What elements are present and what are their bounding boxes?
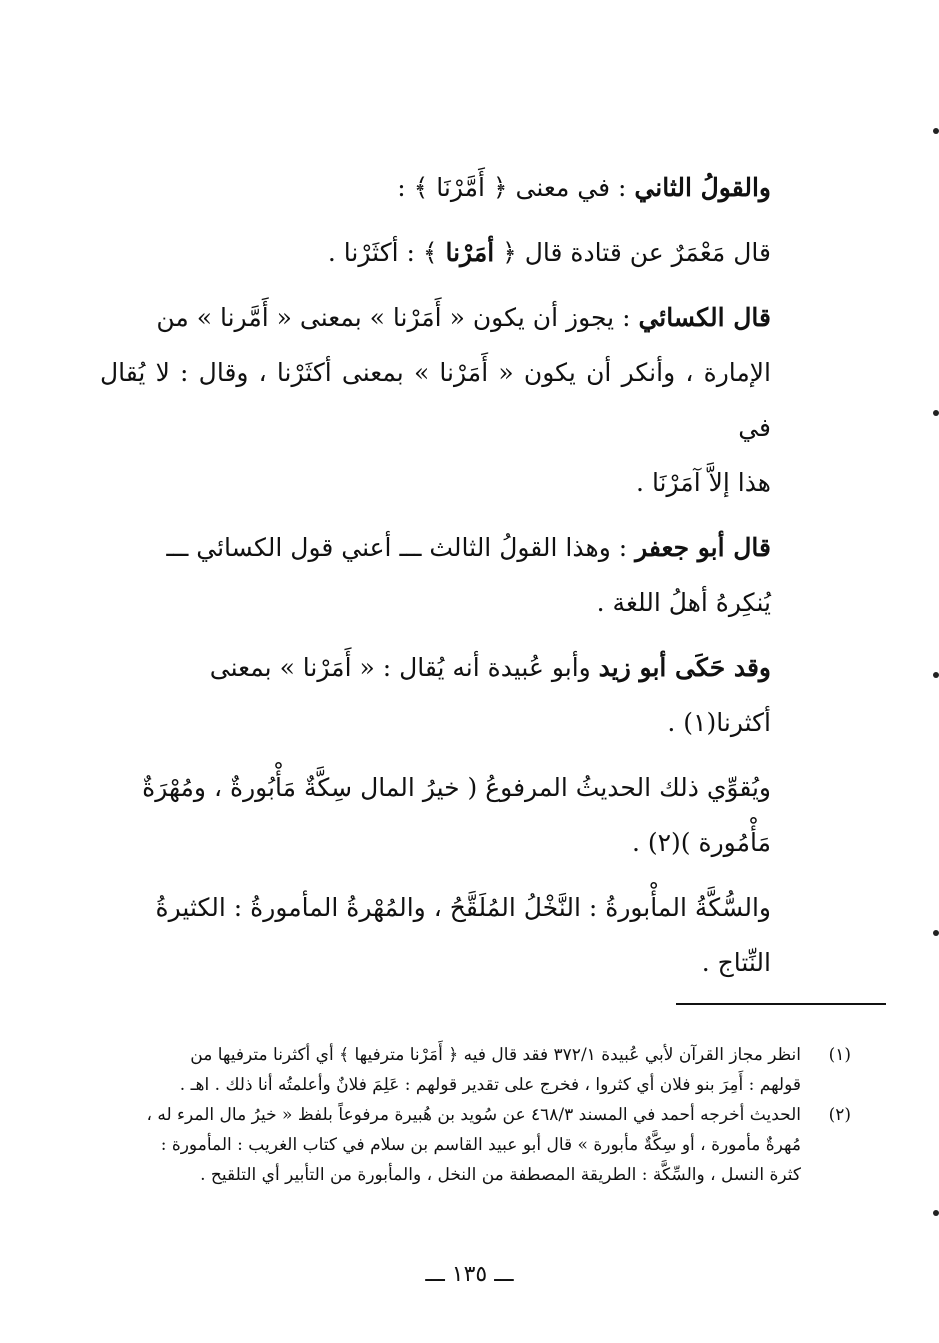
text-line [100,640,771,695]
edge-mark [933,128,939,134]
edge-mark [933,672,939,678]
text-run: مَأْمُورة )(٢) . [631,828,771,857]
text-run: : في معنى ﴿ أَمَّرْنَا ﴾ : [397,173,635,202]
footnote-separator [676,1003,886,1005]
text-run: : وهذا القولُ الثالث ـــ أعني قول الكسائي ـــ [166,533,636,562]
page-number: ـــ ١٣٥ ـــ [425,1262,514,1287]
edge-mark [933,930,939,936]
footnote-line: الحديث أخرجه أحمد في المسند ٤٦٨/٣ عن سُويد بن هُبيرة مرفوعاً بلفظ « خيرُ مال المرء له ، [146,1105,801,1125]
footnote-number: (٢) [828,1105,851,1125]
text-line [100,345,771,455]
text-line [100,760,771,815]
text-line [100,695,771,750]
footnote [100,1100,851,1190]
text-run: ويُقوِّي ذلك الحديثُ المرفوعُ ( خيرُ المال سِكَّةٌ مَأْبُورةٌ ، ومُهْرَةٌ [142,773,771,802]
bold-term: والقولُ الثاني [634,173,771,202]
text-line [100,290,771,345]
footnote-line: قولهم : أَمِرَ بنو فلان أي كثروا ، فخرج على تقدير قولهم : عَلِمَ فلانٌ وأعلمتُه أنا ذلك . اهـ . [179,1075,801,1095]
paragraph [100,290,771,510]
text-run: أكثرنا(١) . [667,708,771,737]
edge-mark [933,410,939,416]
bold-term: وقد حَكَى أبو زيد [598,653,771,682]
paragraph [100,760,771,870]
paragraph [100,225,771,280]
text-line [100,935,771,990]
bold-term: قال أبو جعفر [635,533,771,562]
paragraph [100,520,771,630]
text-run: والسُّكَّةُ المأْبورةُ : النَّخْلُ المُلَقَّحُ ، والمُهْرةُ المأمورةُ : الكثيرةُ [155,893,771,922]
bold-term: قال الكسائي [638,303,771,332]
paragraph [100,880,771,990]
footnote-line: انظر مجاز القرآن لأبي عُبيدة ٣٧٢/١ فقد قال فيه ﴿ أَمَرْنا مترفيها ﴾ أي أكثرنا مترفيها من [190,1045,801,1065]
main-text [100,160,771,1000]
text-run: يُنكِرهُ أهلُ اللغة . [596,588,771,617]
text-run: ﴾ : أكثَرْنا . [327,238,446,267]
paragraph [100,640,771,750]
text-line [100,455,771,510]
footnote-number: (١) [828,1045,851,1065]
footnote [100,1040,851,1100]
text-line [100,160,771,215]
text-line [100,520,771,575]
text-run: النِّتاج . [701,948,771,977]
bold-term: أمَرْنا [445,238,495,267]
text-run: الإمارة ، وأنكر أن يكون « أَمَرْنا » بمعنى أكثَرْنا ، وقال : لا يُقال في [100,358,771,442]
text-line [100,880,771,935]
text-run: وأبو عُبيدة أنه يُقال : « أَمَرْنا » بمعنى [209,653,599,682]
footnotes [100,1040,851,1190]
footnote-line: كثرة النسل ، والسِّكَّة : الطريقة المصطفة من النخل ، والمأبورة من التأبير أي التلقيح . [200,1165,801,1185]
text-run: : يجوز أن يكون « أَمَرْنا » بمعنى « أَمَّرنا » من [156,303,639,332]
text-line [100,575,771,630]
text-run: قال مَعْمَرٌ عن قتادة قال ﴿ [494,238,771,267]
text-line [100,225,771,280]
text-line [100,815,771,870]
edge-mark [933,1210,939,1216]
footnote-line: مُهرةٌ مأمورة ، أو سِكَّةٌ مأبورة » قال أبو عبيد القاسم بن سلام في كتاب الغريب : المأمورة : [160,1135,801,1155]
text-run: هذا إلاَّ آمَرْنَا . [636,468,771,497]
paragraph [100,160,771,215]
